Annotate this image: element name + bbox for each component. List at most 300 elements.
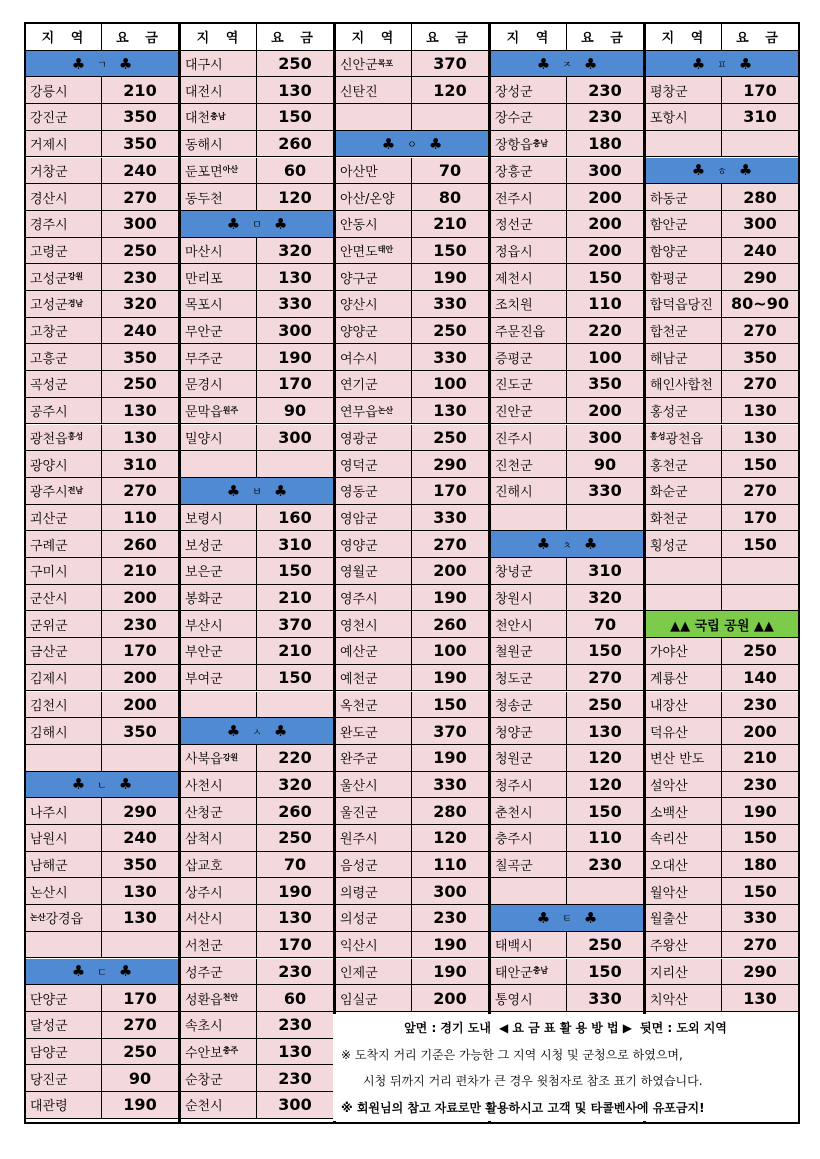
table-row [491,291,643,318]
region-name [336,985,412,1011]
table-row [26,184,178,211]
region-name [646,264,722,290]
region-name [26,344,102,370]
table-row [491,344,643,371]
region-text: 속리산 [650,832,688,848]
fee-value: 350 [123,721,157,741]
fee-value: 220 [588,321,622,341]
fee-value: 150 [278,668,312,688]
table-row [181,611,333,638]
region-name [491,184,567,210]
region-text: 영월군 [340,565,378,581]
region-text: 천안시 [495,618,533,634]
region-text: 고성군 [30,271,68,287]
header-fee: 요 금 [581,31,629,47]
region-text: 논산시 [30,885,68,901]
fee-value: 130 [588,721,622,741]
region-name [491,798,567,824]
fee-value: 310 [743,107,777,127]
table-row [26,158,178,185]
table-row [491,772,643,799]
region-name [26,798,102,824]
fee-value: 170 [278,935,312,955]
table-row [336,798,488,825]
table-row [646,104,798,131]
table-row [336,451,488,478]
notes-header [333,1014,798,1041]
region-text: 달성군 [30,1019,68,1035]
fee-value [102,932,178,958]
table-row [181,344,333,371]
region-text: 순창군 [185,1072,223,1088]
section-header [491,51,643,78]
region-name [336,772,412,798]
table-row [491,131,643,158]
region-text: 부산시 [185,618,223,634]
region-name [26,1012,102,1038]
fee-value: 250 [588,935,622,955]
region-name [181,638,257,664]
table-row [26,371,178,398]
blank-row [491,878,643,905]
region-text: 여수시 [340,351,378,367]
club-icon: ♣ [273,722,288,741]
region-text: 태안군 [495,965,533,981]
region-name [646,745,722,771]
region-name [336,959,412,985]
column-header [26,24,178,51]
region-text: 공주시 [30,405,68,421]
region-name [646,772,722,798]
table-row [26,77,178,104]
region-name [491,104,567,130]
club-icon: ♣ [71,54,86,73]
table-row [181,638,333,665]
club-icon: ♣ [536,908,551,927]
region-name [181,558,257,584]
table-row [491,104,643,131]
region-name [181,1012,257,1038]
table-row [26,585,178,612]
region-text: 당진군 [30,1072,68,1088]
club-icon: ♣ [691,54,706,73]
table-row [336,825,488,852]
region-text: 금산군 [30,645,68,661]
table-row [181,585,333,612]
region-name [491,852,567,878]
region-text: 합천군 [650,325,688,341]
table-row [491,665,643,692]
fee-value: 240 [123,828,157,848]
region-text: 봉화군 [185,592,223,608]
region-text: 계룡산 [650,672,688,688]
region-name [26,718,102,744]
region-text: 연기군 [340,378,378,394]
region-name [336,318,412,344]
fee-value [567,878,643,904]
region-text: 대구시 [185,58,223,74]
table-row [26,852,178,879]
region-name [646,558,722,584]
table-row [491,184,643,211]
national-park-header [646,611,798,638]
table-row [336,692,488,719]
fee-value: 210 [123,561,157,581]
region-text: 신탄진 [340,84,378,100]
header-fee: 요 금 [271,31,319,47]
table-row [646,398,798,425]
table-row [181,878,333,905]
table-row [336,772,488,799]
table-row [646,852,798,879]
table-row [491,451,643,478]
region-text: 합덕읍당진 [650,298,713,314]
fee-value [102,745,178,771]
region-name [336,425,412,451]
table-row [491,158,643,185]
region-text: 성주군 [185,965,223,981]
region-text: 강릉시 [30,84,68,100]
table-row [646,959,798,986]
fee-value: 300 [588,160,622,180]
region-name [26,878,102,904]
region-text: 함양군 [650,244,688,260]
header-region: 지 역 [26,24,102,50]
region-name [181,585,257,611]
fee-value: 260 [433,614,467,634]
region-text: 김해시 [30,725,68,741]
region-name [336,505,412,531]
table-row [181,665,333,692]
region-text: 목포시 [185,298,223,314]
region-name [646,852,722,878]
region-text: 인제군 [340,965,378,981]
region-name: 논산 강경읍 [26,905,102,931]
fee-value: 270 [123,187,157,207]
region-text: 예천군 [340,672,378,688]
table-row [181,371,333,398]
fee-value: 170 [123,988,157,1008]
region-text: 거창군 [30,164,68,180]
region-name [181,77,257,103]
region-name [336,264,412,290]
fee-value: 300 [123,214,157,234]
fee-value: 210 [278,641,312,661]
table-row [26,1092,178,1119]
region-text: 화순군 [650,485,688,501]
region-name [491,505,567,531]
fee-value: 270 [743,374,777,394]
table-row [181,1012,333,1039]
table-row [26,878,178,905]
region-name [491,825,567,851]
region-name [336,718,412,744]
notes-line-1: ※ 도착지 거리 기준은 가능한 그 지역 시청 및 군청으로 하였으며, [341,1047,683,1062]
notes-line-3: ※ 회원님의 참고 자료로만 활용하시고 고객 및 타콜벤사에 유포금지! [341,1100,705,1115]
region-text: 경주시 [30,218,68,234]
fee-value: 90 [283,401,307,421]
table-row [26,611,178,638]
fee-value: 290 [123,801,157,821]
fee-value: 150 [743,881,777,901]
section-header [181,478,333,505]
fee-value: 100 [433,641,467,661]
table-row [491,264,643,291]
fee-value: 290 [433,454,467,474]
fee-value: 300 [278,427,312,447]
fee-value: 320 [123,294,157,314]
region-name [26,77,102,103]
region-text: 주왕산 [650,939,688,955]
table-row [26,638,178,665]
region-name: 문막읍 원주 [181,398,257,424]
region-text: 태백시 [495,939,533,955]
fee-value: 80 [438,187,462,207]
region-name [646,371,722,397]
region-name [26,638,102,664]
table-row [646,451,798,478]
region-text: 철원군 [495,645,533,661]
region-text: 영천시 [340,618,378,634]
table-row [491,825,643,852]
table-row [646,318,798,345]
region-name [26,932,102,958]
fee-value: 140 [743,668,777,688]
table-row [181,264,333,291]
fee-value: 210 [433,214,467,234]
table-row [336,505,488,532]
region-text: 무주군 [185,351,223,367]
table-row [646,985,798,1012]
table-row [646,505,798,532]
region-name: 사북읍 강원 [181,745,257,771]
region-text: 부안군 [185,645,223,661]
region-name [26,211,102,237]
table-row [646,932,798,959]
table-row [646,238,798,265]
table-row [181,425,333,452]
blank-row [181,692,333,719]
region-text: 하동군 [650,191,688,207]
table-row [26,1012,178,1039]
club-icon: ♣ [691,161,706,180]
region-name [181,1065,257,1091]
header-region: 지 역 [336,24,412,50]
region-name [491,238,567,264]
table-row [336,531,488,558]
table-row [646,638,798,665]
region-name [491,478,567,504]
region-name [181,852,257,878]
region-name: 태안군 충남 [491,959,567,985]
header-region: 지 역 [181,24,257,50]
region-name [491,585,567,611]
region-name [646,692,722,718]
region-name [26,985,102,1011]
region-name [181,344,257,370]
table-row [181,825,333,852]
region-name [26,745,102,771]
fee-value: 150 [433,240,467,260]
section-letter: ㄷ [97,967,107,979]
region-text: 무안군 [185,325,223,341]
table-row [491,478,643,505]
fee-value: 130 [123,401,157,421]
region-name [646,318,722,344]
club-icon: ♣ [118,54,133,73]
fee-value: 300 [278,1095,312,1115]
region-name [491,638,567,664]
region-text: 속초시 [185,1019,223,1035]
table-row [336,318,488,345]
fee-value: 350 [123,347,157,367]
table-row [336,905,488,932]
column-header [646,24,798,51]
fee-value: 280 [743,187,777,207]
table-row [26,104,178,131]
region-name [646,478,722,504]
fee-value: 170 [278,374,312,394]
table-row [181,772,333,799]
table-row [646,184,798,211]
table-row [491,692,643,719]
table-row [491,745,643,772]
region-name [181,878,257,904]
fee-value: 330 [433,774,467,794]
section-letter: ㄴ [97,780,107,792]
region-name [646,77,722,103]
blank-row [646,558,798,585]
region-text: 마산시 [185,244,223,260]
region-text: 임실군 [340,992,378,1008]
fee-value: 130 [433,401,467,421]
region-name [336,211,412,237]
table-row [26,558,178,585]
fee-value: 90 [593,454,617,474]
table-row [646,878,798,905]
fee-value: 250 [278,54,312,74]
region-name [181,291,257,317]
region-name [181,665,257,691]
region-name: 고성군 강원 [26,264,102,290]
section-header [646,158,798,185]
fee-value: 200 [123,694,157,714]
fee-value: 350 [123,134,157,154]
section-letter: ㅍ [717,60,727,72]
table-row [646,825,798,852]
column-separator [333,24,336,1122]
table-row [181,318,333,345]
fee-value: 150 [433,694,467,714]
region-text: 고령군 [30,244,68,260]
section-header [26,51,178,78]
section-letter: ㅇ [407,140,417,152]
table-row [336,371,488,398]
table-row [26,1065,178,1092]
fee-value: 170 [743,80,777,100]
fee-value: 320 [278,774,312,794]
fee-value: 230 [743,694,777,714]
region-name [491,371,567,397]
fee-value: 230 [588,855,622,875]
region-text: 영덕군 [340,458,378,474]
section-header [181,211,333,238]
fee-value [412,104,488,130]
region-name [181,505,257,531]
fee-value: 170 [743,507,777,527]
region-text: 완도군 [340,725,378,741]
region-text: 울산시 [340,778,378,794]
region-name [26,825,102,851]
fee-value: 230 [278,1015,312,1035]
section-letter: ㅌ [562,914,572,926]
table-row [336,158,488,185]
national-park-label: ▲▲ 국립 공원 ▲▲ [670,618,774,634]
fee-value: 200 [588,214,622,234]
section-header [26,959,178,986]
region-text: 밀양시 [185,431,223,447]
region-name [26,665,102,691]
region-name [26,398,102,424]
region-text: 영양군 [340,538,378,554]
region-name [26,531,102,557]
fee-value: 160 [278,507,312,527]
region-name: 광주시 전남 [26,478,102,504]
region-text: 진주시 [495,431,533,447]
fee-value: 290 [743,961,777,981]
region-text: 함평군 [650,271,688,287]
table-row [336,51,488,78]
fee-value: 260 [278,134,312,154]
region-text: 청원군 [495,752,533,768]
table-row [646,718,798,745]
region-text: 영암군 [340,511,378,527]
table-row [26,291,178,318]
region-text: 예산군 [340,645,378,661]
fee-value: 200 [588,187,622,207]
region-name [336,531,412,557]
region-text: 서산시 [185,912,223,928]
header-fee: 요 금 [426,31,474,47]
table-row [336,665,488,692]
region-name [491,985,567,1011]
table-row [336,398,488,425]
table-row [26,985,178,1012]
notes-line-2: 시청 뒤까지 거리 편차가 큰 경우 윗첨자로 참조 표기 하였습니다. [363,1074,703,1089]
club-icon: ♣ [738,161,753,180]
fee-value: 60 [283,988,307,1008]
club-icon: ♣ [738,54,753,73]
fee-value: 150 [743,828,777,848]
region-text: 단양군 [30,992,68,1008]
region-text: 괴산군 [30,511,68,527]
region-name [646,104,722,130]
region-text: 평창군 [650,84,688,100]
fee-value: 70 [438,160,462,180]
region-text: 아산만 [340,164,378,180]
region-text: 청도군 [495,672,533,688]
region-name: 고성군 경남 [26,291,102,317]
region-name [26,852,102,878]
region-text: 강경읍 [45,912,84,928]
table-row [491,238,643,265]
table-row [181,1065,333,1092]
region-name [336,158,412,184]
table-row [646,905,798,932]
region-name [646,184,722,210]
region-text: 가야산 [650,645,688,661]
region-name [336,585,412,611]
